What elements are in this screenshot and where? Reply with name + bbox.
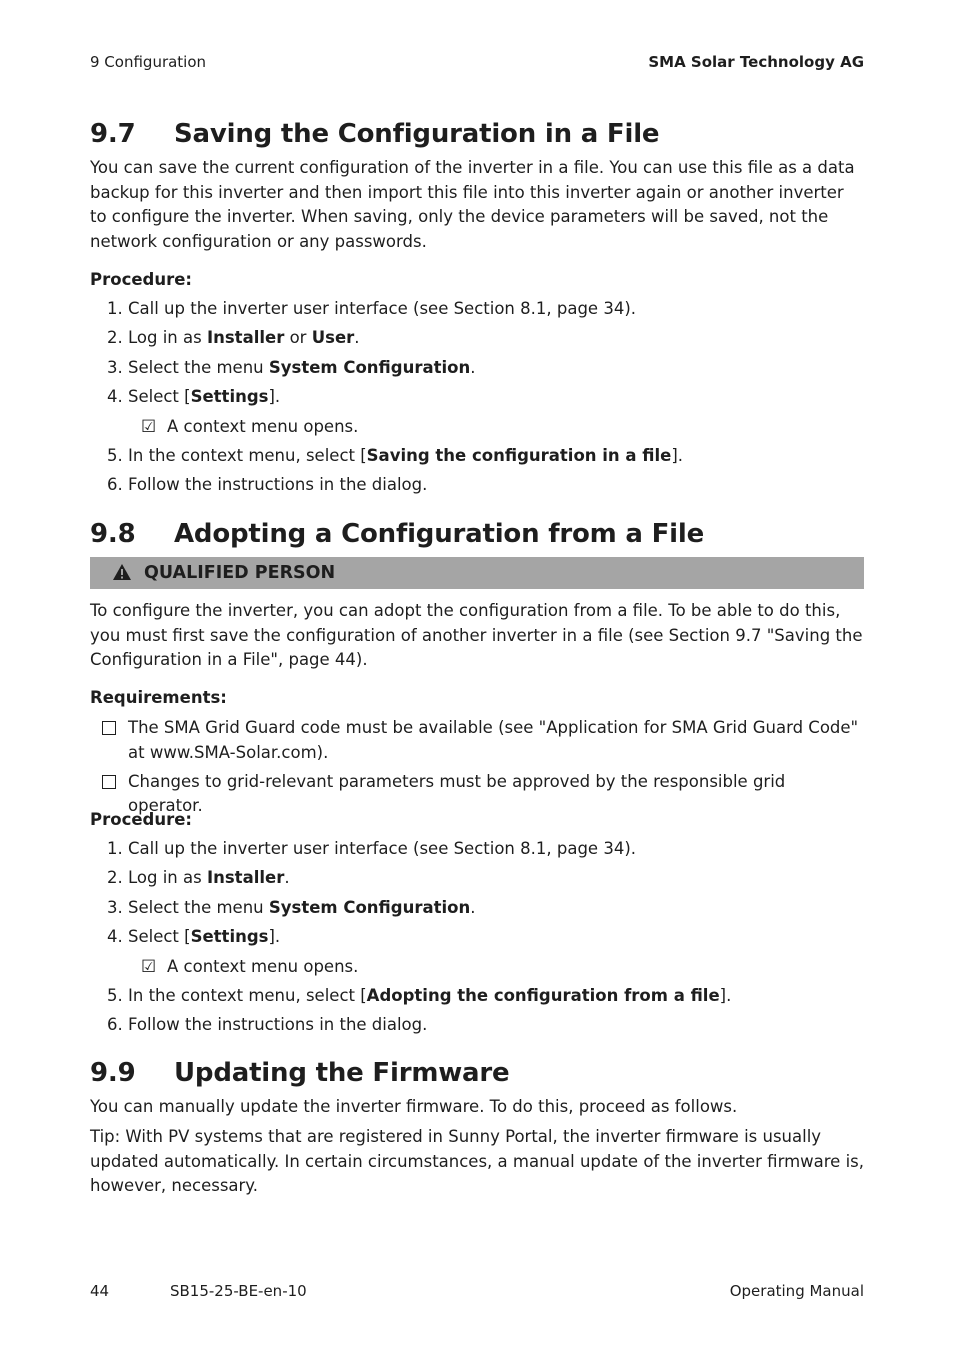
section-heading-9-8: 9.8 Adopting a Configuration from a File [90, 519, 705, 549]
section-heading-9-7: 9.7 Saving the Configuration in a File [90, 119, 660, 149]
page-footer [90, 1282, 864, 1302]
list-item: 6. Follow the instructions in the dialog. [107, 475, 428, 495]
section-9-7-intro: You can save the current configuration of the inverter in a file. You can use this file as a data backup for this inverter and then import this file into this inverter again or another inverter to configure the inverter. When saving, only the device parameters will be saved, not the network configuration or any passwords. [90, 158, 855, 251]
page-header [90, 53, 864, 73]
list-item: 1. Call up the inverter user interface (see Section 8.1, page 34). [107, 839, 636, 858]
list-item: Changes to grid-relevant parameters must be approved by the responsible grid operator. [90, 770, 864, 819]
list-item: 3. Select the menu System Configuration. [107, 897, 476, 917]
procedure-label: Procedure: [90, 270, 193, 289]
list-item: The SMA Grid Guard code must be available (see "Application for SMA Grid Guard Code" at www.SMA-Solar.com). [90, 716, 864, 765]
procedure-label: Procedure: [90, 810, 193, 829]
list-item: 4. Select [Settings]. [107, 927, 281, 947]
list-item: 5. In the context menu, select [Saving the configuration in a file]. [107, 445, 684, 465]
document-type: Operating Manual [729, 1282, 864, 1300]
list-item: 3. Select the menu System Configuration. [107, 357, 476, 377]
checkbox-icon [102, 775, 116, 789]
requirements-list [90, 716, 864, 823]
procedure-list-9-8 [90, 838, 864, 1044]
list-item: ☑ A context menu opens. [141, 956, 359, 977]
list-item: ☑ A context menu opens. [141, 416, 359, 437]
qualified-person-label: QUALIFIED PERSON [144, 563, 336, 583]
check-icon: ☑ [141, 956, 157, 977]
document-code: SB15-25-BE-en-10 [170, 1282, 307, 1300]
qualified-person-banner [90, 557, 864, 589]
list-item: 2. Log in as Installer. [107, 868, 290, 888]
procedure-list-9-7 [90, 298, 864, 504]
list-item: 4. Select [Settings]. [107, 387, 281, 407]
manual-page [90, 0, 864, 1354]
warning-icon [112, 563, 132, 581]
section-9-9-paragraph-1: You can manually update the inverter firmware. To do this, proceed as follows. [90, 1097, 738, 1116]
list-item: 5. In the context menu, select [Adopting the configuration from a file]. [107, 985, 732, 1005]
company-name: SMA Solar Technology AG [648, 53, 864, 71]
chapter-label: 9 Configuration [90, 53, 207, 71]
section-heading-9-9: 9.9 Updating the Firmware [90, 1058, 510, 1088]
checkbox-icon [102, 721, 116, 735]
requirements-label: Requirements: [90, 688, 227, 707]
list-item: 2. Log in as Installer or User. [107, 328, 360, 348]
section-9-9-paragraph-2: Tip: With PV systems that are registered in Sunny Portal, the inverter firmware is usually updated automatically. In certain circumstances, a manual update of the inverter firmware is, however, necessary. [90, 1127, 864, 1195]
list-item: 1. Call up the inverter user interface (see Section 8.1, page 34). [107, 299, 636, 318]
list-item: 6. Follow the instructions in the dialog. [107, 1015, 428, 1035]
section-9-8-intro: To configure the inverter, you can adopt the configuration from a file. To be able to do this, you must first save the configuration of another inverter in a file (see Section 9.7 "Saving the Configuration in a File", page 44). [90, 601, 863, 669]
page-number: 44 [90, 1282, 110, 1300]
check-icon: ☑ [141, 416, 157, 437]
